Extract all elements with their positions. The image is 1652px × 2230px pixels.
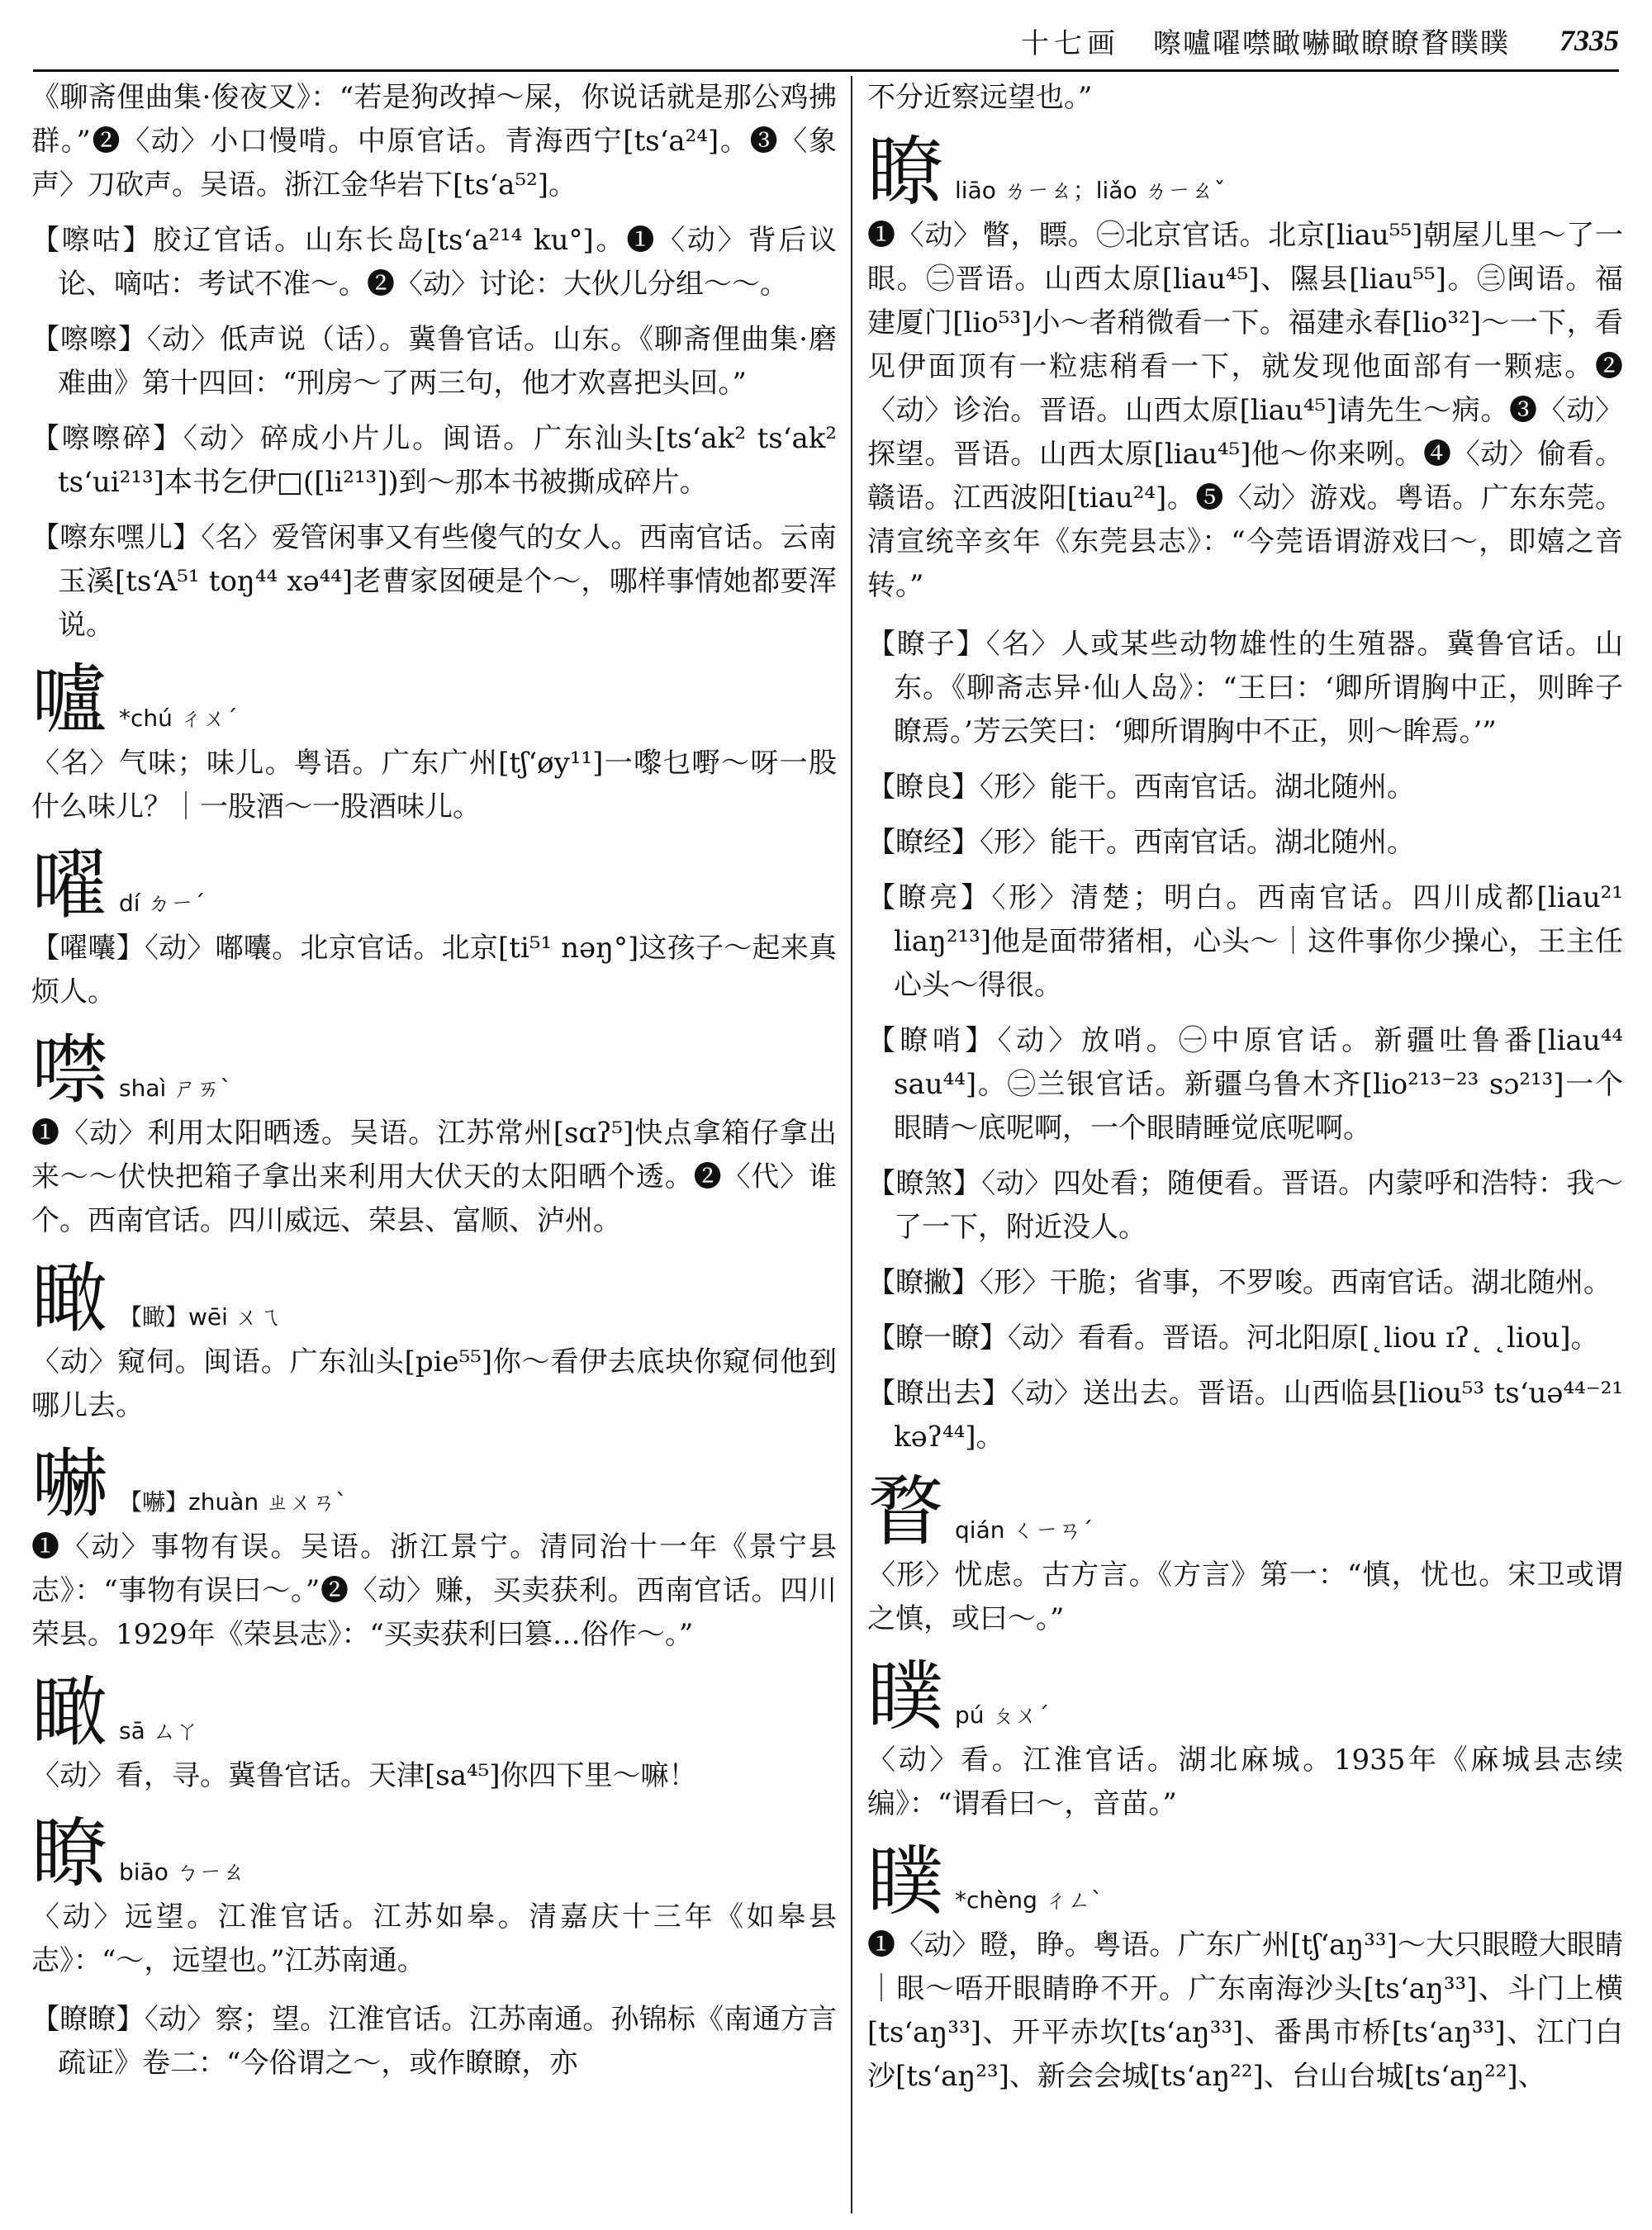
head-character: 瞨 bbox=[867, 1653, 944, 1741]
definition: 〈动〉远望。江淮官话。江苏如皋。清嘉庆十三年《如皋县志》：“～，远望也。”江苏南通。 bbox=[31, 1900, 837, 1977]
pinyin: sā ㄙㄚ bbox=[119, 1717, 199, 1744]
sub-entry: 【瞭经】〈形〉能干。西南官话。湖北随州。 bbox=[867, 826, 1415, 859]
head-entry bbox=[31, 1810, 837, 1983]
head-character: 瞰 bbox=[31, 1668, 108, 1757]
head-character: 瞭 bbox=[867, 128, 944, 216]
definition: ❶〈动〉瞪，睁。粤语。广东广州[tʃʻaŋ³³]～大只眼瞪大眼睛｜眼～唔开眼睛睁不开。广东南海沙头[tsʻaŋ³³]、斗门上横[tsʻaŋ³³]、开平赤坎[tsʻaŋ³³]、番禺市桥[tsʻaŋ³³]、江门白沙[tsʻaŋ²³]、新会会城[tsʻaŋ²²]、台山台城[tsʻaŋ²²]、 bbox=[867, 1929, 1623, 2093]
sub-entry: 【瞭撇】〈形〉干脆；省事，不罗唆。西南官话。湖北随州。 bbox=[867, 1266, 1612, 1299]
head-character: 瞨 bbox=[867, 1838, 944, 1926]
paragraph: 不分近察远望也。” bbox=[867, 81, 1093, 114]
sub-entry: 【瞭一瞭】〈动〉看看。晋语。河北阳原[˛liou ɪʔ˛ ˛liou]。 bbox=[867, 1321, 1599, 1355]
sub-entry: 【瞭良】〈形〉能干。西南官话。湖北随州。 bbox=[867, 771, 1415, 804]
head-character: 嚇 bbox=[31, 1440, 108, 1528]
right-column bbox=[867, 76, 1623, 2217]
head-character: 噤 bbox=[31, 1026, 108, 1114]
definition: 〈形〉忧虑。古方言。《方言》第一：“慎，忧也。宋卫或谓之慎，或曰～。” bbox=[867, 1559, 1623, 1635]
sub-entry: 【瞭子】〈名〉人或某些动物雄性的生殖器。冀鲁官话。山东。《聊斋志异·仙人岛》：“王曰：‘卿所谓胸中正，则眸子瞭焉。’芳云笑曰：‘卿所谓胸中不正，则～眸焉。’” bbox=[867, 628, 1623, 748]
left-column bbox=[31, 76, 837, 2217]
pinyin: *chú ㄔㄨˊ bbox=[119, 705, 238, 732]
pinyin: biāo ㄅㄧㄠ bbox=[119, 1858, 245, 1886]
head-entry bbox=[31, 1440, 837, 1657]
head-character: 瞀 bbox=[867, 1468, 944, 1556]
definition: 〈动〉窥伺。闽语。广东汕头[pie⁵⁵]你～看伊去底块你窥伺他到哪儿去。 bbox=[31, 1345, 837, 1422]
sub-entry: 【瞭瞭】〈动〉察；望。江淮官话。江苏南通。孙锦标《南通方言疏证》卷二：“今俗谓之～，或作瞭瞭，亦 bbox=[31, 2003, 837, 2080]
definition: 〈名〉气味；味儿。粤语。广东广州[tʃʻøy¹¹]一嚟乜嘢～呀一股什么味儿？｜一股酒～一股酒味儿。 bbox=[31, 747, 837, 823]
sub-entry: 【嚓东嘿儿】〈名〉爱管闲事又有些傻气的女人。西南官话。云南玉溪[tsʻA⁵¹ toŋ⁴⁴ xə⁴⁴]老曹家囡硬是个～，哪样事情她都要浑说。 bbox=[31, 521, 837, 642]
sub-entry: 【嚓嚓】〈动〉低声说（话）。冀鲁官话。山东。《聊斋俚曲集·磨难曲》第十四回：“刑房～了两三句，他才欢喜把头回。” bbox=[31, 323, 837, 400]
definition: ❶〈动〉瞥，瞟。㊀北京官话。北京[liau⁵⁵]朝屋儿里～了一眼。㊁晋语。山西太原[liau⁴⁵]、隰县[liau⁵⁵]。㊂闽语。福建厦门[lio⁵³]小～者稍微看一下。福建永春[lio³²]～一下，看见伊面顶有一粒痣稍看一下，就发现他面部有一颗痣。❷〈动〉诊治。晋语。山西太原[liau⁴⁵]请先生～病。❸〈动〉探望。晋语。山西太原[liau⁴⁵]他～你来咧。❹〈动〉偷看。赣语。江西波阳[tiau²⁴]。❺〈动〉游戏。粤语。广东东莞。清宣统辛亥年《东莞县志》：“今莞语谓游戏曰～，即嬉之音转。” bbox=[867, 219, 1623, 602]
definition: 〈动〉看，寻。冀鲁官话。天津[sa⁴⁵]你四下里～嘛！ bbox=[31, 1759, 697, 1792]
head-entry bbox=[31, 841, 837, 1014]
sub-entry: 【嚓嚓碎】〈动〉碎成小片儿。闽语。广东汕头[tsʻak² tsʻak² tsʻui²¹³]本书乞伊□([li²¹³])到～那本书被撕成碎片。 bbox=[31, 422, 837, 499]
page-number: 7335 bbox=[1559, 24, 1619, 57]
head-character: 嚧 bbox=[31, 656, 108, 744]
definition: ❶〈动〉利用太阳晒透。吴语。江苏常州[sɑʔ⁵]快点拿箱仔拿出来～～伏快把箱子拿出来利用大伏天的太阳晒个透。❷〈代〉谁个。西南官话。四川威远、荣县、富顺、泸州。 bbox=[31, 1117, 837, 1237]
pinyin: 【嚇】zhuàn ㄓㄨㄢˋ bbox=[119, 1488, 348, 1516]
pinyin: shaì ㄕㄞˋ bbox=[119, 1075, 232, 1102]
definition: ❶〈动〉事物有误。吴语。浙江景宁。清同治十一年《景宁县志》：“事物有误曰～。”❷〈动〉赚，买卖获利。西南官话。四川荣县。1929年《荣县志》：“买卖获利曰篡…俗作～。” bbox=[31, 1530, 837, 1651]
paragraph: 《聊斋俚曲集·俊夜叉》：“若是狗改掉～屎，你说话就是那公鸡拂群。”❷〈动〉小口慢啃。中原官话。青海西宁[tsʻa²⁴]。❸〈象声〉刀砍声。吴语。浙江金华岩下[tsʻa⁵²]。 bbox=[31, 81, 837, 202]
head-character: 嚁 bbox=[31, 841, 108, 929]
sub-entry: 【瞭煞】〈动〉四处看；随便看。晋语。内蒙呼和浩特：我～了一下，附近没人。 bbox=[867, 1167, 1623, 1244]
pinyin: dí ㄉㄧˊ bbox=[119, 890, 206, 917]
head-entry bbox=[867, 1838, 1623, 2099]
column-divider bbox=[851, 76, 852, 2213]
pinyin: pú ㄆㄨˊ bbox=[955, 1701, 1050, 1729]
sub-entry: 【瞭哨】〈动〉放哨。㊀中原官话。新疆吐鲁番[liau⁴⁴ sau⁴⁴]。㊁兰银官话。新疆乌鲁木齐[lio²¹³⁻²³ sɔ²¹³]一个眼睛～底呢啊，一个眼睛睡觉底呢啊。 bbox=[867, 1024, 1623, 1145]
pinyin: *chèng ㄔㄥˋ bbox=[955, 1886, 1103, 1914]
definition: 【嚁囔】〈动〉嘟囔。北京官话。北京[ti⁵¹ nəŋ°]这孩子～起来真烦人。 bbox=[31, 932, 837, 1008]
head-entry bbox=[31, 1255, 837, 1428]
section-title: 十七画 bbox=[1021, 26, 1120, 60]
header-characters: 嚓嚧嚁噤瞰嚇瞰瞭瞭瞀瞨瞨 bbox=[1153, 26, 1510, 60]
sub-entry: 【瞭出去】〈动〉送出去。晋语。山西临县[liou⁵³ tsʻuə⁴⁴⁻²¹ kəʔ⁴⁴]。 bbox=[867, 1377, 1623, 1454]
sub-entry: 【嚓咕】胶辽官话。山东长岛[tsʻa²¹⁴ ku°]。❶〈动〉背后议论、嘀咕：考试不准～。❷〈动〉讨论：大伙儿分组～～。 bbox=[31, 224, 837, 301]
pinyin: qián ㄑㄧㄢˊ bbox=[955, 1516, 1094, 1544]
sub-entry: 【瞭亮】〈形〉清楚；明白。西南官话。四川成都[liau²¹ liaŋ²¹³]他是面带猪相，心头～｜这件事你少操心，王主任心头～得很。 bbox=[867, 881, 1623, 1002]
pinyin: liāo ㄌㄧㄠ；liǎo ㄌㄧㄠˇ bbox=[955, 177, 1226, 204]
head-entry bbox=[31, 1026, 837, 1243]
definition: 〈动〉看。江淮官话。湖北麻城。1935年《麻城县志续编》：“谓看曰～，音苗。” bbox=[867, 1744, 1623, 1820]
page-header bbox=[33, 12, 1619, 72]
head-entry bbox=[31, 1668, 837, 1798]
pinyin: 【瞰】wēi ㄨㄟ bbox=[119, 1303, 282, 1331]
head-character: 瞭 bbox=[31, 1810, 108, 1898]
head-character: 瞰 bbox=[31, 1255, 108, 1343]
head-entry bbox=[867, 1468, 1623, 1641]
head-entry bbox=[867, 128, 1623, 608]
head-entry bbox=[31, 656, 837, 829]
head-entry bbox=[867, 1653, 1623, 1826]
